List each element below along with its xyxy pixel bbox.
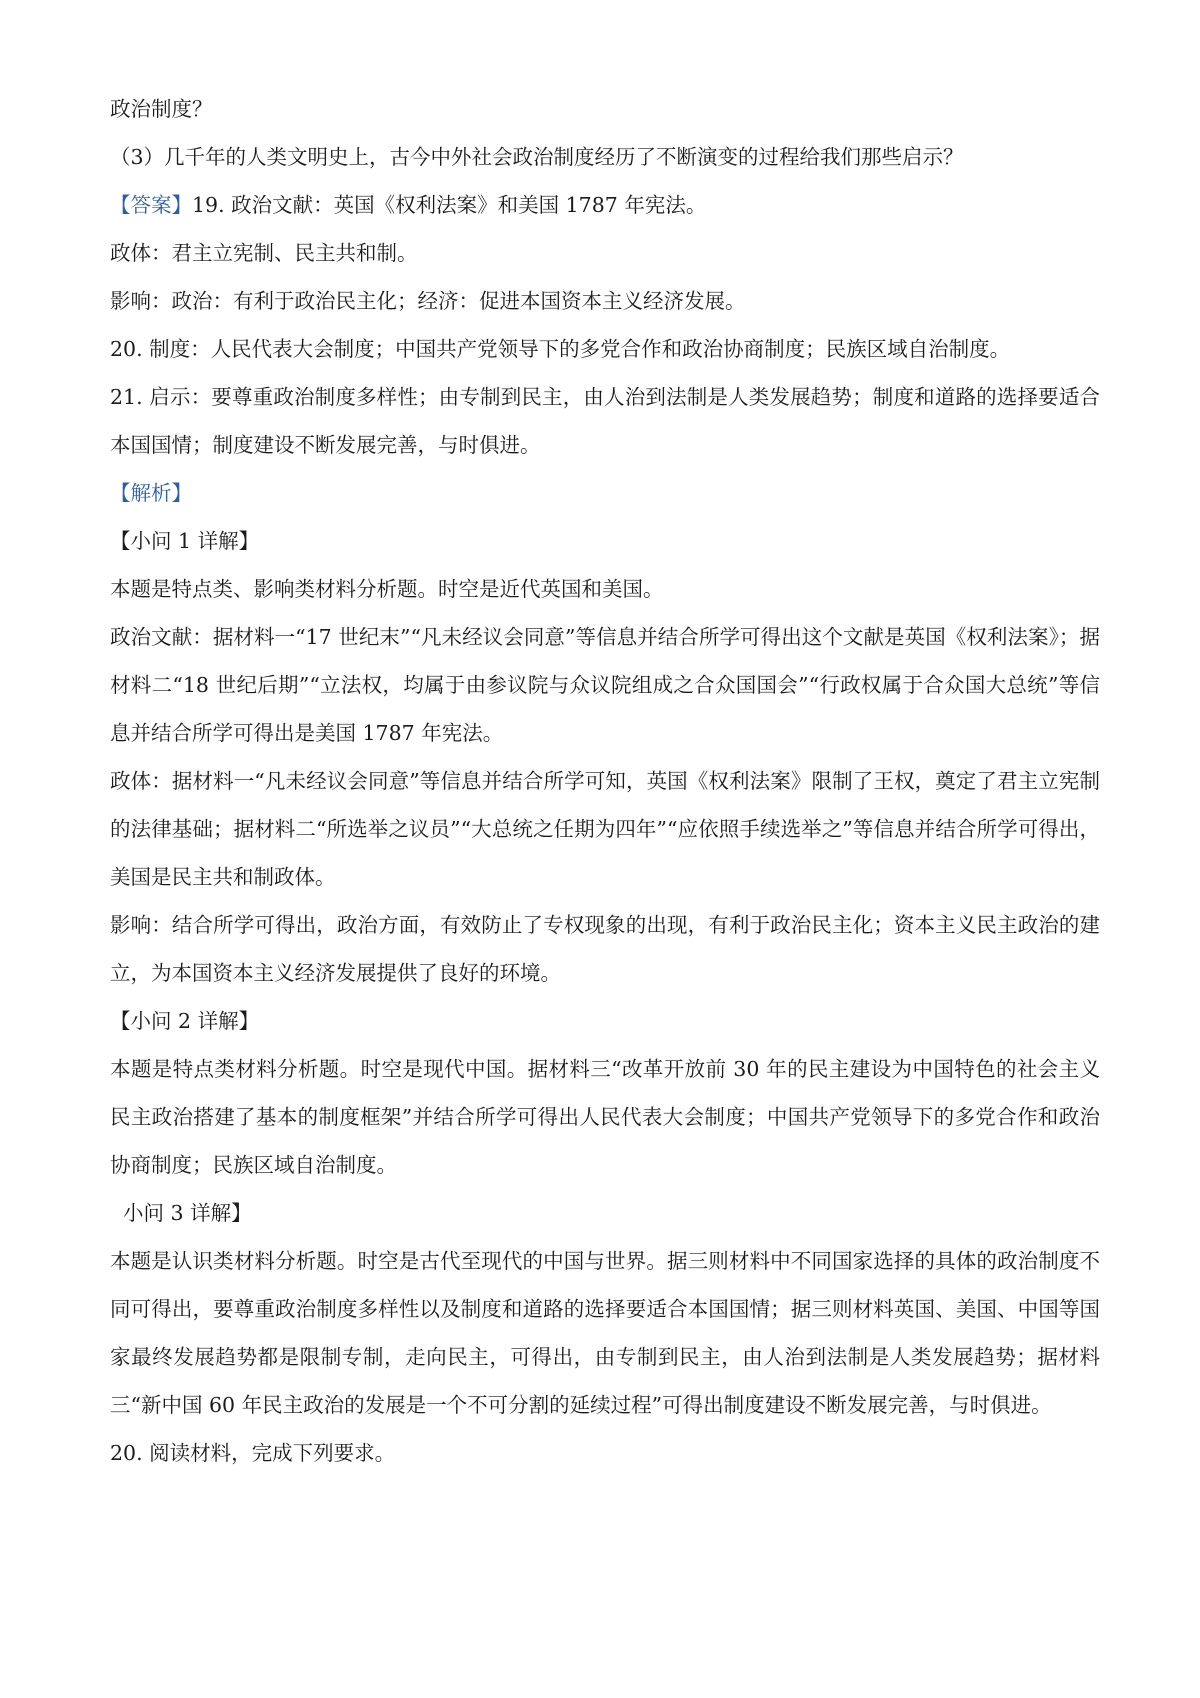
answer-tag: 【答案】	[110, 193, 192, 217]
next-question: 20. 阅读材料，完成下列要求。	[110, 1441, 396, 1465]
subquestion-1-intro: 本题是特点类、影响类材料分析题。时空是近代英国和美国。	[110, 577, 664, 601]
subquestion-2-heading: 【小问 2 详解】	[110, 1009, 260, 1033]
subquestion-3-heading: 小问 3 详解】	[110, 1201, 252, 1225]
question-3: （3）几千年的人类文明史上，古今中外社会政治制度经历了不断演变的过程给我们那些启示？	[110, 145, 964, 169]
document-body	[110, 96, 1100, 1488]
question-continuation: 政治制度？	[110, 97, 213, 121]
answer-influence: 影响：政治：有利于政治民主化；经济：促进本国资本主义经济发展。	[110, 289, 746, 313]
answer-19: 19. 政治文献：英国《权利法案》和美国 1787 年宪法。	[192, 193, 707, 217]
answer-20: 20. 制度：人民代表大会制度；中国共产党领导下的多党合作和政治协商制度；民族区域自治制度。	[110, 337, 1011, 361]
answer-19-line	[110, 192, 1100, 218]
subquestion-1-government: 政体：据材料一“凡未经议会同意”等信息并结合所学可知，英国《权利法案》限制了王权，奠定了君主立宪制的法律基础；据材料二“所选举之议员”“大总统之任期为四年”“应依照手续选举之”等信息并结合所学可得出，美国是民主共和制政体。	[110, 769, 1100, 889]
answer-government-form: 政体：君主立宪制、民主共和制。	[110, 241, 418, 265]
answer-21: 21. 启示：要尊重政治制度多样性；由专制到民主，由人治到法制是人类发展趋势；制度和道路的选择要适合本国国情；制度建设不断发展完善，与时俱进。	[110, 385, 1100, 457]
analysis-tag: 【解析】	[110, 481, 192, 505]
subquestion-1-influence: 影响：结合所学可得出，政治方面，有效防止了专权现象的出现，有利于政治民主化；资本主义民主政治的建立，为本国资本主义经济发展提供了良好的环境。	[110, 913, 1100, 985]
subquestion-2-analysis: 本题是特点类材料分析题。时空是现代中国。据材料三“改革开放前 30 年的民主建设为中国特色的社会主义民主政治搭建了基本的制度框架”并结合所学可得出人民代表大会制度；中国共产党领导下的多党合作和政治协商制度；民族区域自治制度。	[110, 1057, 1100, 1177]
subquestion-3-analysis: 本题是认识类材料分析题。时空是古代至现代的中国与世界。据三则材料中不同国家选择的具体的政治制度不同可得出，要尊重政治制度多样性以及制度和道路的选择要适合本国国情；据三则材料英国、美国、中国等国家最终发展趋势都是限制专制，走向民主，可得出，由专制到民主，由人治到法制是人类发展趋势；据材料三“新中国 60 年民主政治的发展是一个不可分割的延续过程”可得出制度建设不断发展完善，与时俱进。	[110, 1249, 1100, 1417]
subquestion-1-heading: 【小问 1 详解】	[110, 529, 260, 553]
subquestion-1-documents: 政治文献：据材料一“17 世纪末”“凡未经议会同意”等信息并结合所学可得出这个文献是英国《权利法案》；据材料二“18 世纪后期”“立法权，均属于由参议院与众议院组成之合众国国会”“行政权属于合众国大总统”等信息并结合所学可得出是美国 1787 年宪法。	[110, 625, 1100, 745]
